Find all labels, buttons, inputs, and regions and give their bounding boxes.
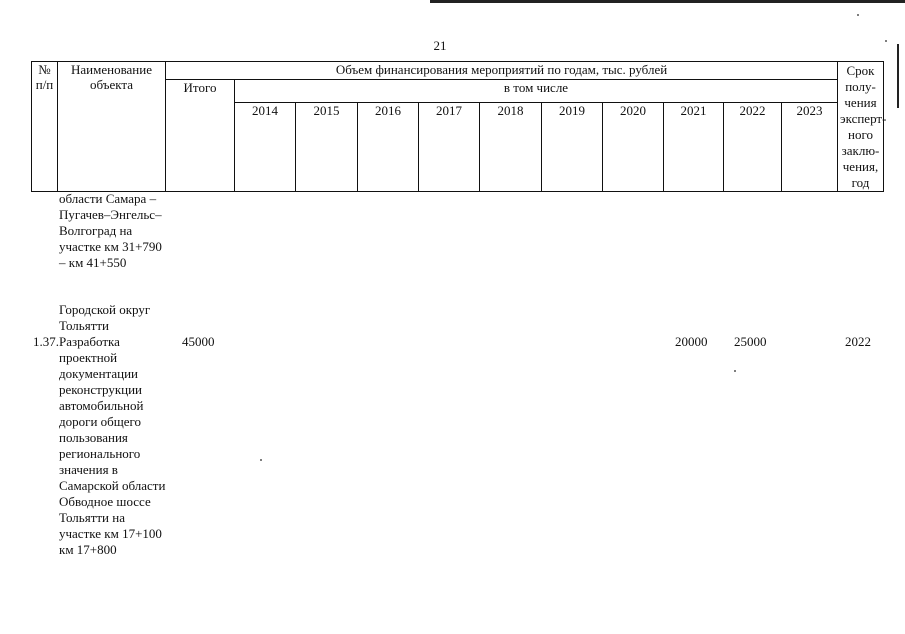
row-value-2022: 25000 [734, 334, 767, 349]
region-name: Городской округ Тольятти [59, 302, 151, 333]
header-year-2019: 2019 [542, 103, 603, 192]
scan-edge-top [430, 0, 905, 3]
row-object-name: Разработка проектной документации реконструкции автомобильной дороги общего пользования регионального значения в Самарской области Обводное шоссе Тольятти на участке км 17+100 км 17+800 [59, 334, 166, 557]
row-number: 1.37. [33, 334, 59, 349]
header-year-2015: 2015 [296, 103, 358, 192]
scan-edge-right [897, 44, 899, 108]
row-deadline-year: 2022 [845, 334, 871, 349]
scan-speck [734, 370, 736, 372]
header-year-2020: 2020 [603, 103, 664, 192]
header-year-2017: 2017 [419, 103, 480, 192]
header-year-2022: 2022 [724, 103, 782, 192]
row-total: 45000 [182, 334, 215, 349]
header-year-2023: 2023 [782, 103, 838, 192]
table-header [31, 61, 887, 192]
scan-speck [857, 14, 859, 16]
header-year-2014: 2014 [235, 103, 296, 192]
scan-speck [885, 40, 887, 42]
continuation-object-name: области Самара – Пугачев–Энгельс–Волгоград на участке км 31+790 – км 41+550 [59, 191, 162, 270]
header-num: № п/п [32, 62, 58, 192]
row-value-2021: 20000 [675, 334, 708, 349]
header-year-2021: 2021 [664, 103, 724, 192]
header-year-2018: 2018 [480, 103, 542, 192]
page-number: 21 [433, 38, 447, 53]
scan-speck [260, 459, 262, 461]
header-including: в том числе [235, 80, 838, 103]
header-total: Итого [166, 80, 235, 192]
header-year-2016: 2016 [358, 103, 419, 192]
header-name: Наименование объекта [58, 62, 166, 192]
header-deadline: Срок полу-чения эксперт-ного заклю-чения, год [838, 62, 884, 192]
header-funding: Объем финансирования мероприятий по годам, тыс. рублей [166, 62, 838, 80]
